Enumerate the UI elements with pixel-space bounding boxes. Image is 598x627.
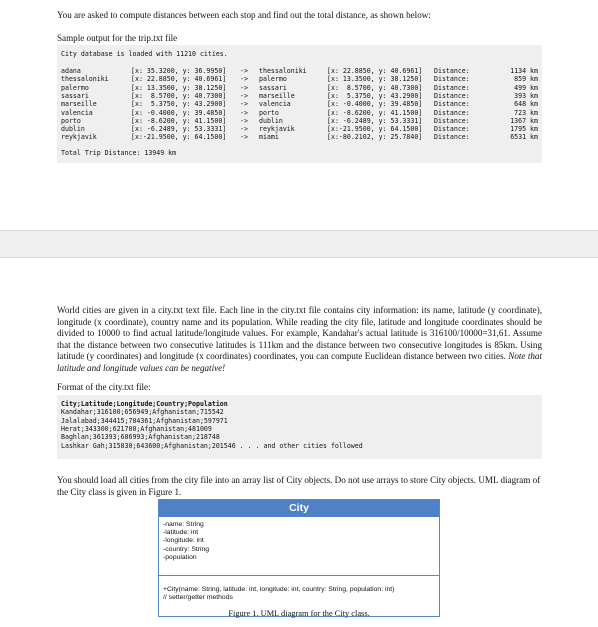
file-line: Baghlan;361393;686993;Afghanistan;218748 — [61, 433, 220, 442]
distance-label: Distance: — [434, 91, 470, 100]
distance-label: Distance: — [434, 67, 470, 75]
row-fcoord: [x: 35.3200, y: 36.9950] — [131, 67, 227, 75]
figure-caption: Figure 1. UML diagram for the City class. — [228, 609, 370, 618]
uml-class-diagram — [158, 499, 440, 617]
distance-label: Distance: — [434, 116, 470, 125]
row-from: adana — [61, 67, 81, 75]
distance-label: Distance: — [434, 83, 470, 92]
arrow-glyph: -> — [240, 116, 248, 125]
output-row — [61, 133, 541, 141]
uml-method: +City(name: String, latitude: int, longitude: int, country: String, population: int) — [163, 586, 395, 593]
uml-method: // setter/getter methods — [163, 594, 233, 602]
row-fcoord: [x: 13.3500, y: 38.1250] — [131, 83, 227, 92]
file-line: Jalalabad;344415;704361;Afghanistan;597971 — [61, 416, 228, 425]
row-dist: 1134 km — [510, 67, 538, 75]
row-to: miami — [259, 133, 279, 142]
row-from: dublin — [61, 125, 85, 134]
row-to: palermo — [259, 75, 287, 84]
row-dist: 499 km — [514, 83, 538, 92]
row-dist: 859 km — [514, 75, 538, 84]
city-file-description: World cities are given in a city.txt text file. Each line in the city.txt file contains city information: its name, latitude (y coordinate), longitude (x coordinate), country name and its population. While reading the city file, latitude and longitude coordinates should be divided to 10000 to find actual latitude/longitude values. For example, Kandahar's actual latitude is 316100/10000=31,61. Assume that the distance between two consecutive latitudes is 111km and the distance between two consecutive longitudes is 85km. Using latitude (y coordinates) and longitude (x coordinates) coordinates, you can compute Euclidean distance between two cities. — [57, 305, 542, 362]
row-from: reykjavik — [61, 133, 97, 142]
row-dist: 1367 km — [510, 116, 538, 125]
page-break — [0, 230, 598, 258]
row-from: porto — [61, 116, 81, 125]
row-fcoord: [x: 8.5700, y: 40.7300] — [131, 91, 227, 100]
uml-fields — [159, 517, 439, 576]
row-tcoord: [x: -8.6200, y: 41.1500] — [327, 108, 423, 117]
row-tcoord: [x: 22.8850, y: 40.6961] — [327, 67, 423, 75]
arrow-glyph: -> — [240, 67, 248, 75]
distance-label: Distance: — [434, 75, 470, 84]
row-tcoord: [x: -0.4000, y: 39.4850] — [327, 100, 423, 109]
row-dist: 6531 km — [510, 133, 538, 142]
sample-output-box — [57, 45, 542, 163]
output-row — [61, 125, 541, 133]
file-line: Lashkar Gah;315830;643600;Afghanistan;201546 . . . and other cities followed — [61, 441, 363, 450]
arrow-glyph: -> — [240, 75, 248, 84]
arrow-glyph: -> — [240, 100, 248, 109]
output-header: City database is loaded with 11210 cities. — [61, 50, 228, 58]
uml-field: -population — [163, 553, 197, 561]
row-from: thessaloniki — [61, 75, 109, 84]
row-from: valencia — [61, 108, 93, 117]
arrow-glyph: -> — [240, 108, 248, 117]
uml-field: -latitude: int — [163, 529, 199, 537]
row-to: thessaloniki — [259, 67, 307, 75]
row-tcoord: [x: -6.2489, y: 53.3331] — [327, 116, 423, 125]
uml-field: -longitude: int — [163, 537, 204, 545]
distance-label: Distance: — [434, 108, 470, 117]
file-header: City;Latitude;Longitude;Country;Population — [61, 400, 228, 408]
row-to: valencia — [259, 100, 291, 109]
row-fcoord: [x: 22.8850, y: 40.6961] — [131, 75, 227, 84]
output-row — [61, 84, 541, 92]
page-bottom — [0, 258, 598, 627]
output-row — [61, 100, 541, 108]
row-tcoord: [x: 13.3500, y: 38.1250] — [327, 75, 423, 84]
distance-label: Distance: — [434, 125, 470, 134]
row-to: marseille — [259, 91, 295, 100]
row-fcoord: [x: -0.4000, y: 39.4850] — [131, 108, 227, 117]
file-format-box — [57, 395, 542, 459]
row-from: sassari — [61, 91, 89, 100]
output-row — [61, 109, 541, 117]
row-fcoord: [x: -8.6200, y: 41.1500] — [131, 116, 227, 125]
row-dist: 393 km — [514, 91, 538, 100]
uml-field: -name: String — [163, 521, 204, 528]
row-dist: 723 km — [514, 108, 538, 117]
page-top — [0, 0, 598, 230]
arrow-glyph: -> — [240, 83, 248, 92]
output-row — [61, 75, 541, 83]
format-title: Format of the city.txt file: — [57, 382, 151, 392]
sample-output-title: Sample output for the trip.txt file — [57, 33, 178, 43]
city-file-paragraph — [57, 305, 542, 375]
row-tcoord: [x:-21.9500, y: 64.1500] — [327, 125, 423, 134]
total-distance: Total Trip Distance: 13949 km — [61, 149, 177, 157]
row-dist: 1795 km — [510, 125, 538, 134]
row-to: sassari — [259, 83, 287, 92]
output-row — [61, 117, 541, 125]
output-row — [61, 92, 541, 100]
row-dist: 648 km — [514, 100, 538, 109]
distance-label: Distance: — [434, 133, 470, 142]
row-fcoord: [x:-21.9500, y: 64.1500] — [131, 133, 227, 142]
row-from: marseille — [61, 100, 97, 109]
row-from: palermo — [61, 83, 89, 92]
array-list-paragraph: You should load all cities from the city file into an array list of City objects. Do not use arrays to store City objects. UML diagram of the City class is given in Figure 1. — [57, 475, 541, 497]
uml-class-name: City — [159, 500, 439, 517]
row-to: dublin — [259, 116, 283, 125]
row-to: porto — [259, 108, 279, 117]
intro-text: You are asked to compute distances between each stop and find out the total distance, as shown below: — [57, 10, 431, 20]
row-fcoord: [x: -6.2489, y: 53.3331] — [131, 125, 227, 134]
row-tcoord: [x:-80.2102, y: 25.7840] — [327, 133, 423, 142]
row-to: reykjavik — [259, 125, 295, 134]
arrow-glyph: -> — [240, 133, 248, 142]
row-tcoord: [x: 8.5700, y: 40.7300] — [327, 83, 423, 92]
file-line: Herat;343300;621700;Afghanistan;481009 — [61, 424, 212, 433]
negative-values-note: Note that latitude and longitude values can be negative! — [57, 351, 542, 373]
output-row — [61, 67, 541, 75]
distance-label: Distance: — [434, 100, 470, 109]
row-fcoord: [x: 5.3750, y: 43.2900] — [131, 100, 227, 109]
file-line: Kandahar;316100;656949;Afghanistan;715542 — [61, 408, 224, 417]
uml-field: -country: String — [163, 545, 210, 553]
arrow-glyph: -> — [240, 125, 248, 134]
arrow-glyph: -> — [240, 91, 248, 100]
row-tcoord: [x: 5.3750, y: 43.2900] — [327, 91, 423, 100]
